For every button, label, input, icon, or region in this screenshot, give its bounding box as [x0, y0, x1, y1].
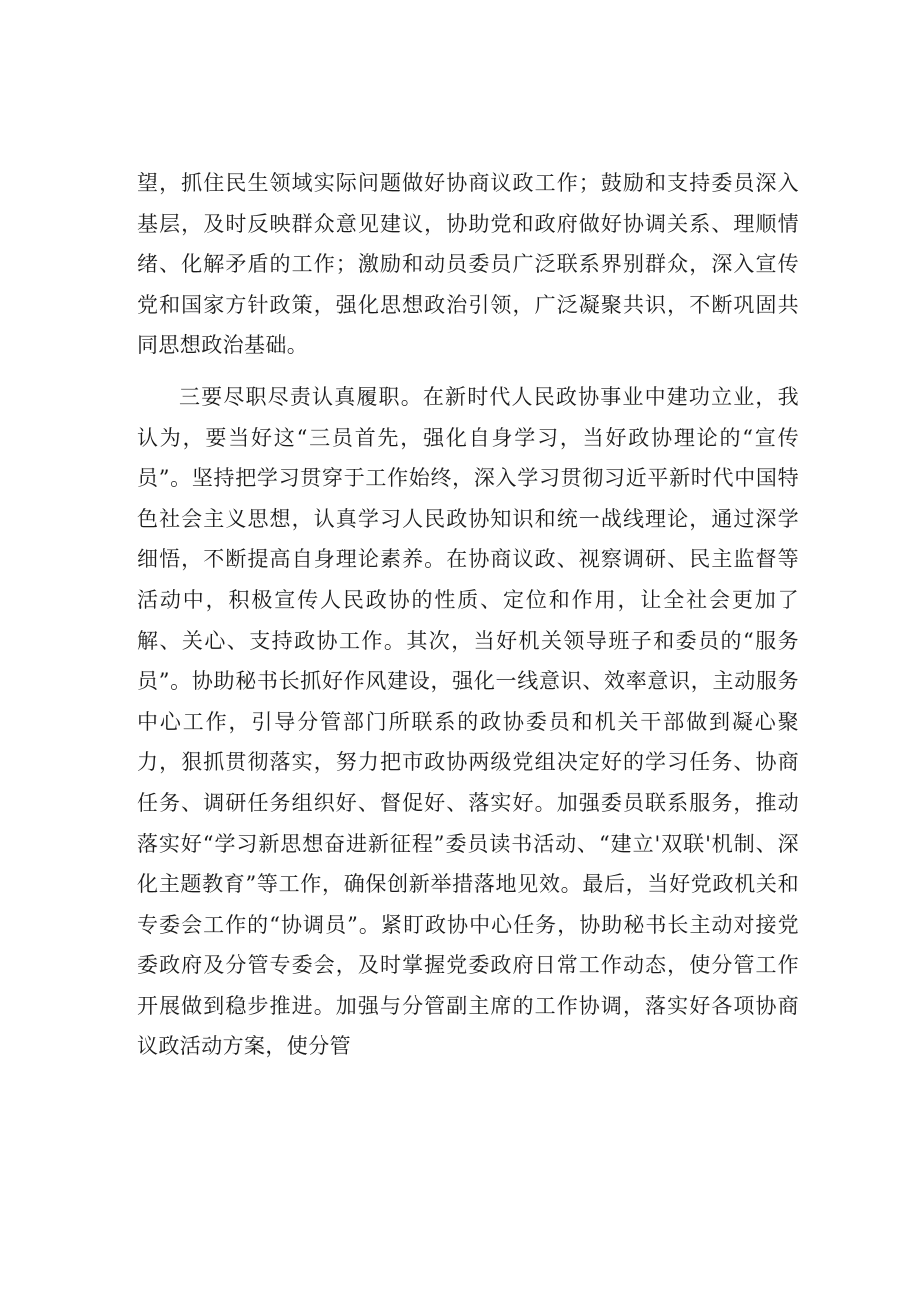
- paragraph-1: 望，抓住民生领域实际问题做好协商议政工作；鼓励和支持委员深入基层，及时反映群众意见建议，协助党和政府做好协调关系、理顺情绪、化解矛盾的工作；激励和动员委员广泛联系界别群众，深入宣传党和国家方针政策，强化思想政治引领，广泛凝聚共识，不断巩固共同思想政治基础。: [137, 171, 799, 358]
- paragraph-2: 三要尽职尽责认真履职。在新时代人民政协事业中建功立业，我认为，要当好这“三员首先，强化自身学习，当好政协理论的“宣传员”。坚持把学习贯穿于工作始终，深入学习贯彻习近平新时代中国特色社会主义思想，认真学习人民政协知识和统一战线理论，通过深学细悟，不断提高自身理论素养。在协商议政、视察调研、民主监督等活动中，积极宣传人民政协的性质、定位和作用，让全社会更加了解、关心、支持政协工作。其次，当好机关领导班子和委员的“服务员”。协助秘书长抓好作风建设，强化一线意识、效率意识，主动服务中心工作，引导分管部门所联系的政协委员和机关干部做到凝心聚力，狠抓贯彻落实，努力把市政协两级党组决定好的学习任务、协商任务、调研任务组织好、督促好、落实好。加强委员联系服务，推动落实好“学习新思想奋进新征程”委员读书活动、“建立'双联'机制、深化主题教育”等工作，确保创新举措落地见效。最后，当好党政机关和专委会工作的“协调员”。紧盯政协中心任务，协助秘书长主动对接党委政府及分管专委会，及时掌握党委政府日常工作动态，使分管工作开展做到稳步推进。加强与分管副主席的工作协调，落实好各项协商议政活动方案，使分管: [137, 384, 799, 1059]
- body-text: [137, 163, 799, 1067]
